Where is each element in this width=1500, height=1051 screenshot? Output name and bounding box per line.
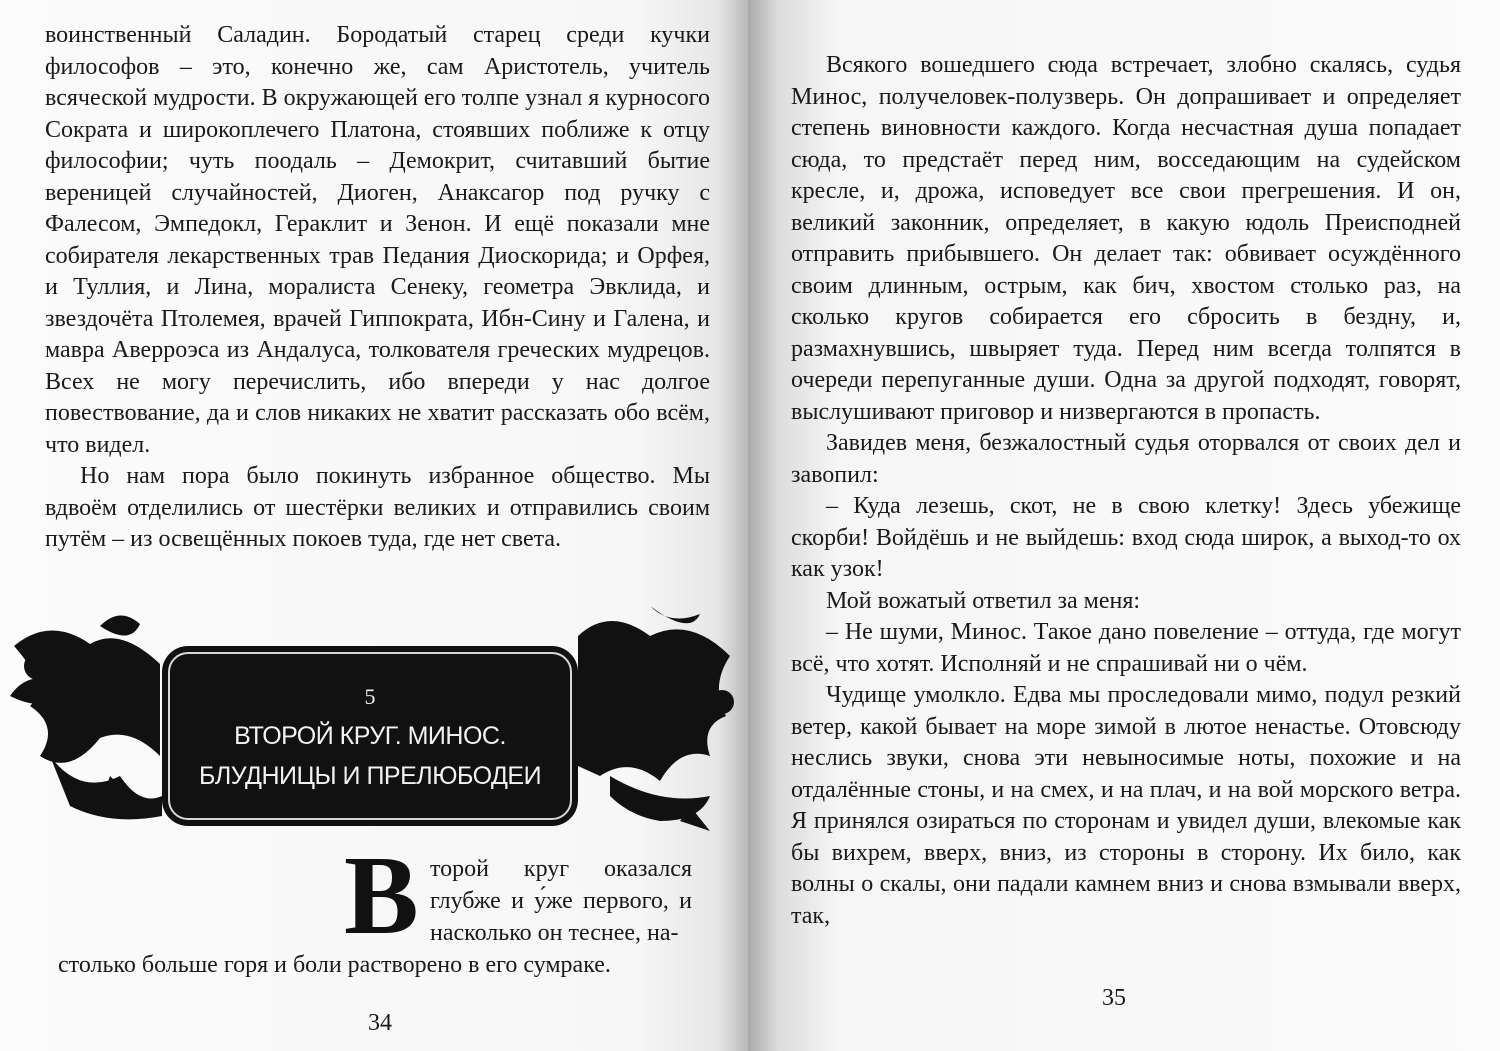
left-paragraph-2: Но нам пора было покинуть избранное общество. Мы вдвоём отделились от шестёрки великих и отправились своим путём – из освещённых покоев туда, где нет света. [45, 463, 710, 552]
drop-cap: В [344, 834, 419, 958]
page-number-left: 34 [368, 1010, 392, 1036]
chapter-number: 5 [364, 684, 376, 709]
right-text-column [791, 50, 1461, 932]
left-page [0, 0, 748, 1051]
chapter-title [162, 716, 578, 796]
opening-text: торой круг оказался глубже и у́же первого, и насколько он теснее, на- [430, 856, 692, 946]
page-number-right: 35 [1102, 985, 1126, 1011]
left-paragraph-1: воинственный Саладин. Бородатый старец среди кучки философов – это, конечно же, сам Аристотель, учитель всяческой мудрости. В окружающей его толпе узнал я курносого Сократа и широкоплечего Платона, стоявших поближе к отцу философии; чуть поодаль – Демокрит, считавший бытие вереницей случайностей, Диоген, Анаксагор под ручку с Фалесом, Эмпедокл, Гераклит и Зенон. И ещё показали мне собирателя лекарственных трав Педания Диоскорида; и Орфея, и Туллия, и Лина, моралиста Сенеку, геометра Эвклида, и звездочёта Птолемея, врачей Гиппократа, Ибн-Сину и Галена, и мавра Аверроэса из Андалуса, толкователя греческих мудрецов. Всех не могу перечислить, ибо впереди у нас долгое повествование, да и слов никаких не хватит рассказать обо всём, что видел. [45, 22, 710, 458]
right-paragraph-2: Завидев меня, безжалостный судья оторвался от своих дел и завопил: [791, 430, 1461, 488]
right-paragraph-3: – Куда лезешь, скот, не в свою клетку! Здесь убежище скорби! Войдёшь и не выйдешь: вход сюда широк, а выход-то ох как узок! [791, 493, 1461, 582]
right-paragraph-1: Всякого вошедшего сюда встречает, злобно скалясь, судья Минос, получеловек-полузверь. Он допрашивает и определяет степень виновности каждого. Когда несчастная душа попадает сюда, то предстаёт перед ним, восседающим на судейском кресле, и, дрожа, исповедует все свои прегрешения. И он, великий законник, определяет, в какую юдоль Преисподней отправить прибывшего. Он делает так: обвивает осуждённого своим длинным, острым, как бич, хвостом столько раз, на сколько кругов собирается его сбросить в бездну, и, размахнувшись, швыряет туда. Перед ним всегда толпятся в очереди перепуганные души. Одна за другой подходят, говорят, выслушивают приговор и низвергаются в пропасть. [791, 52, 1461, 425]
right-paragraph-6: Чудище умолкло. Едва мы проследовали мимо, подул резкий ветер, какой бывает на море зимой в лютое ненастье. Отовсюду неслись звуки, снова эти невыносимые ноты, похожие и на отдалённые стоны, и на смех, и на плач, и на вой морского ветра. Я принялся озираться по сторонам и увидел души, влекомые как бы вихрем, вверх, вниз, из стороны в сторону. Их било, как волны о скалы, они падали камнем вниз и снова взмывали вверх, так, [791, 682, 1461, 929]
right-page [748, 0, 1500, 1051]
chapter-title-line-2: БЛУДНИЦЫ И ПРЕЛЮБОДЕИ [198, 762, 542, 790]
chapter-title-line-1: ВТОРОЙ КРУГ. МИНОС. [234, 722, 506, 750]
right-paragraph-5: – Не шуми, Минос. Такое дано повеление – оттуда, где могут всё, что хотят. Исполняй и не спрашивай ни о чём. [791, 619, 1461, 677]
opening-text-continued: столько больше горя и боли растворено в его сумраке. [58, 952, 611, 978]
left-text-column [45, 20, 710, 556]
right-paragraph-4: Мой вожатый ответил за меня: [826, 587, 1141, 614]
